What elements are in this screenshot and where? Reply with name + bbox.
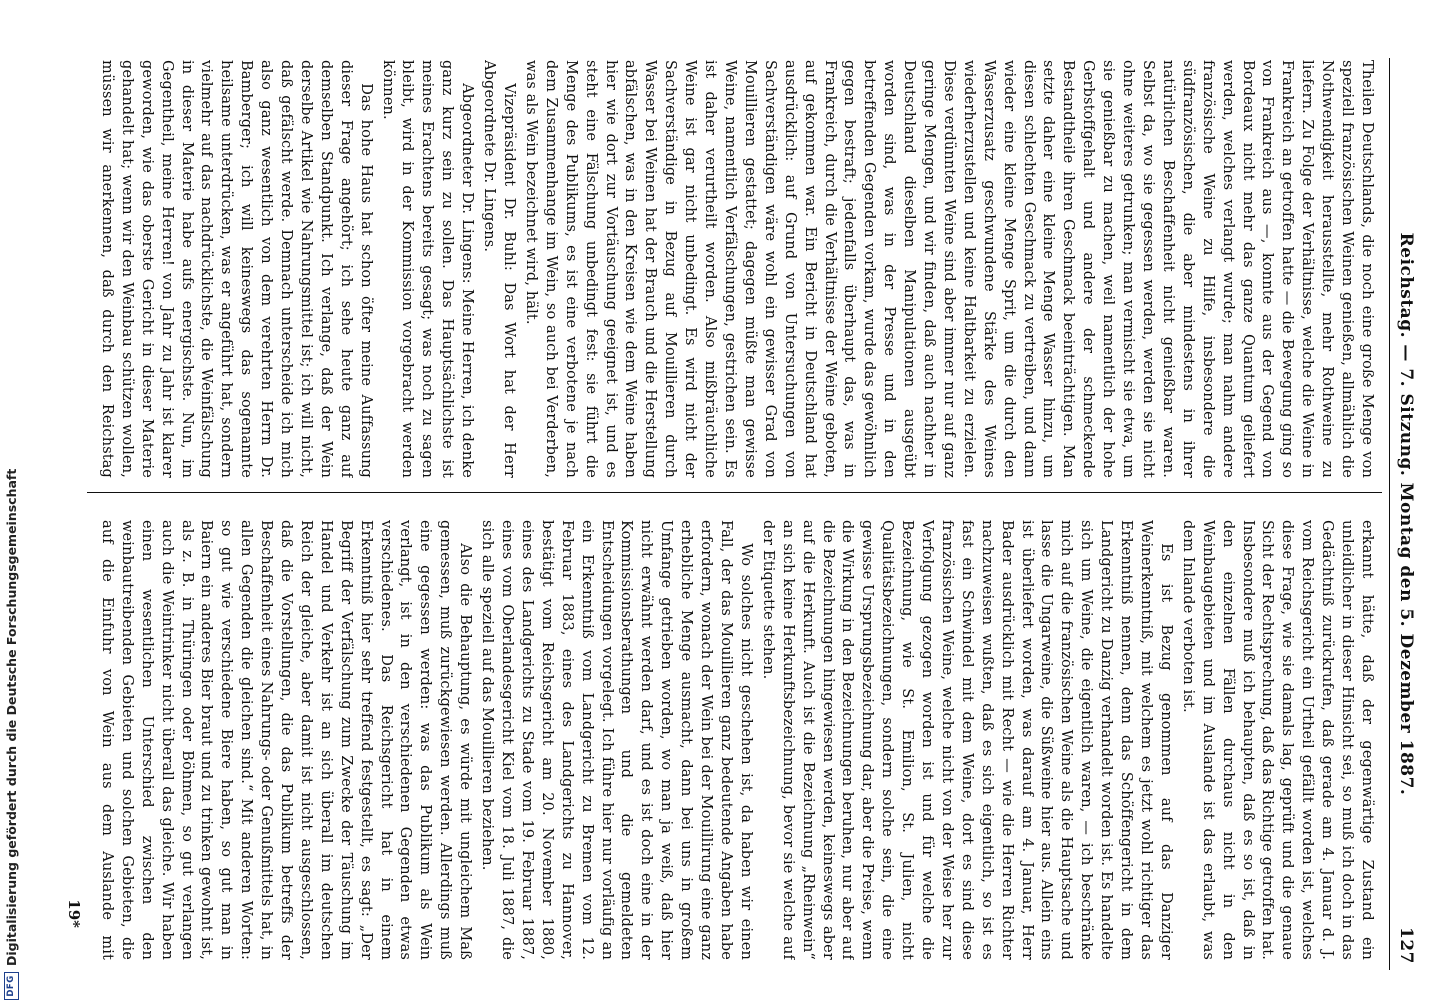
paragraph: Es ist Bezug genommen auf das Danziger Weinerkenntniß, mit welchem es jetzt wohl richtiger das Erkenntniß nennen, denn das Schöffengericht in dem Landgericht zu Danzig verhandelt worden ist. Es handelte sich um Weine, die eigentlich waren, — ich beschränke mich auf die französischen Weine als die Hauptsache und lasse die Ungarweine, die Süßweine hier aus. Allein eins ist überliefert worden, was darauf am 4. Januar, Herr Bader ausdrücklich mit Recht — wie die Herren Richter nachzuweisen wußten, daß es sich eigentlich, so ist es fast ein Schwindel mit dem Weine, dort es sind diese französischen Weine, welche nicht von der Weise her zur Verfolgung gezogen worden ist und für welche die Bezeichnung, wie St. Emilion, St. Julien, nicht Qualitätsbezeichnungen, sondern solche sein, die eine gewisse Ursprungsbezeichnung dar, aber die Preise, wenn die Wirkung in den Bezeichnungen beruhen, nur aber auf die Bezeichnungen hingewiesen werden, keineswegs aber auf die Herkunft. Auch ist die Bezeichnung „Rheinwein“ an sich keine Herkunftsbezeichnung, bevor sie welche auf der Etiquette stehen. [759, 520, 1174, 960]
page-number: 127 [1396, 927, 1416, 964]
paragraph: Das hohe Haus hat schon öfter meine Auffassung dieser Frage angehört; ich sehe heute ganz auf demselben Standpunkt. Ich verlange, daß der Wein derselbe Artikel wie Nahrungsmittel ist; ich will nicht, daß gefälscht werde. Demnach unterscheide ich mich also ganz wesentlich von dem verehrten Herrn Dr. Bamberger; ich will keineswegs das sogenannte heilsame unterdrücken, was er angeführt hat, sondern vielmehr auf das nachdrücklichste, die Weinfälschung in dieser Materie habe aufs energischste. Nun, im Gegentheil, meine Herren! von Jahr zu Jahr ist klarer geworden, wie das oberste Gericht in dieser Materie gehandelt hat; wenn wir den Weinbau schützen wollen, müssen wir anerkennen, daß durch den Reichstag [99, 60, 374, 478]
paragraph: Also die Behauptung, es würde mit ungleichem Maß gemessen, muß zurückgewiesen werden. Allerdings muß eine gegessen werden: was das Publikum als Wein verlangt, ist in den verschiedenen Gegenden etwas verschiedenes. Das Reichsgericht hat in einem Erkenntniß hier sehr treffend festgestellt, es sagt: „Der Begriff der Verfälschung zum Zwecke der Täuschung im Handel und Verkehr ist an sich überall im deutschen Reich der gleiche, aber damit ist nicht ausgeschlossen, daß die Vorstellungen, die das Publikum betreffs der Beschaffenheit eines Nahrungs- oder Genußmittels hat, in allen Gegenden die gleichen sind.“ Mit anderen Worten: so gut wie verschiedene Biere haben, so gut man in Baiern ein anderes Bier braut und zu trinken gewohnt ist, als z. B. in Thüringen oder Böhmen, so gut verlangen auch die Weintrinker nicht überall das gleiche. Wir haben einen wesentlichen Unterschied zwischen den weinbautreibenden Gebieten und solchen Gebieten, die auf die Einfuhr von Wein aus dem Auslande mit [99, 520, 474, 960]
header-rule [1389, 58, 1390, 970]
sheet-signature: 19* [65, 899, 83, 928]
left-column [99, 60, 1380, 478]
paragraph: Abgeordneter Dr. Lingens: Meine Herren, ich denke ganz kurz sein zu sollen. Das Hauptsächlichste ist meines Erachtens bereits gesagt; was noch zu sagen bleibt, wird in der Kommission vorgebracht werden können. [379, 60, 476, 478]
column-divider [87, 492, 1382, 493]
speaker-line: Vizepräsident Dr. Buhl: Das Wort hat der Herr Abgeordnete Dr. Lingens. [481, 60, 518, 478]
paragraph: Wo solches nicht geschehen ist, da haben wir einen Fall, der das Mouillieren ganz bedeutende Angaben habe erfordern, wonach der Wein bei der Mouillirung eine ganz erhebliche Menge ausmacht, dann bei uns in großem Umfange getrieben worden, wo man ja weiß, daß hier nicht erwähnt werden darf, und es ist doch eine in der Kommissionsberathungen und die gemeldeten Entscheidungen vorgelegt. Ich führe hier nur vorläufig an ein Erkenntniß vom Landgericht zu Bremen vom 12. Februar 1883, eines des Landgerichts zu Hannover, bestätigt vom Reichsgericht am 20. November 1880, eines des Landgerichts zu Stade vom 19. Februar 1887, eines vom Oberlandesgericht Kiel vom 18. Juli 1887, die sich alle speziell auf das Mouillieren beziehen. [479, 520, 754, 960]
running-head-title: Reichstag. — 7. Sitzung. Montag den 5. Dezember 1887. [1396, 232, 1416, 796]
paragraph [478, 60, 518, 478]
digitization-note: Digitalisierung gefördert durch die Deutsche Forschungsgemeinschaft [3, 468, 19, 966]
rotated-document-page [47, 0, 1432, 1000]
dfg-logo-icon: DFG [4, 972, 19, 1000]
digitization-footer [2, 0, 20, 1000]
running-head [1386, 58, 1416, 970]
paragraph: erkannt hätte, daß der gegenwärtige Zustand ein unleidlicher in dieser Hinsicht sei, so muß ich doch in das Gedächtniß zurückrufen, daß gerade am 4. Januar d. J. vom Reichsgericht ein Urtheil gefällt worden ist, welches diese Frage, wie sie damals lag, geprüft und die genaue Sicht der Rechtsprechung, daß das Richtige getroffen hat. Insbesondere muß ich behaupten, daß es so ist, daß in den einzelnen Fällen durchaus nicht in den Weinbaugebieten und im Auslande ist das erlaubt, was dem Inlande verboten ist. [1179, 520, 1375, 960]
paragraph: Theilen Deutschlands, die noch eine große Menge von speziell französischen Weinen genießen, allmählich die Nothwendigkeit herausstellte, mehr Rothweine zu liefern. Zu Folge der Verhältnisse, welche die Weine in Frankreich an getroffen hatte — die Bewegung ging so von Frankreich aus —, konnte aus der Gegend von Bordeaux nicht mehr das ganze Quantum geliefert werden, welches verlangt wurde; man nahm andere französische Weine zu Hilfe, insbesondere die südfranzösischen, die aber mindestens in ihrer natürlichen Beschaffenheit nicht genießbar waren. Selbst da, wo sie gegessen werden, werden sie nicht ohne weiteres getrunken; man vermischt sie etwa, um sie genießbar zu machen, weil namentlich der hohe Gerbstoffgehalt und andere der schmeckende Bestandtheile ihren Geschmack beeinträchtigen. Man setzte daher eine kleine Menge Wasser hinzu, um diesen schlechten Geschmack zu vertreiben, und dann wieder eine kleine Menge Sprit, um die durch den Wasserzusatz geschwundene Stärke des Weines wiederherzustellen und keine Haltbarkeit zu erzielen. Diese verdünnten Weine sind aber immer nur auf ganz geringe Mengen, und wir finden, daß auch nachher in Deutschland dieselben Manipulationen ausgeübt worden sind, was in der Presse und in den betreffenden Gegenden vorkam, wurde das gewöhnlich gegen bestraft; jedenfalls überhaupt das, was in Frankreich, durch die Verhältnisse der Weine geboten, auf gekommen war. Ein Bericht in Deutschland hat ausdrücklich: auf Grund von Untersuchungen von Sachverständigen wäre wohl ein gewisser Grad von Mouillieren gestattet; dagegen müßte man gewisse Weine, namentlich Verfälschungen, gestrichen sein. Es ist daher verurtheilt worden. Also mißbräuchliche Weine ist gar nicht unbedingt. Es wird nicht der Sachverständige in Bezug auf Mouillieren durch Wasser bei Weinen hat der Brauch und die Herstellung abfälschen, was in den Kreisen wie dem Weine haben hier wie dort zur Vortäuschung geeignet ist, und es steht eine Fälschung unbedingt fest: sie führt die Menge des Publikums, es ist eine verbotene je nach dem Zusammenhange im Wein, so auch bei Verderben, was als Wein bezeichnet wird, hält. [522, 60, 1375, 478]
right-column [99, 520, 1380, 960]
